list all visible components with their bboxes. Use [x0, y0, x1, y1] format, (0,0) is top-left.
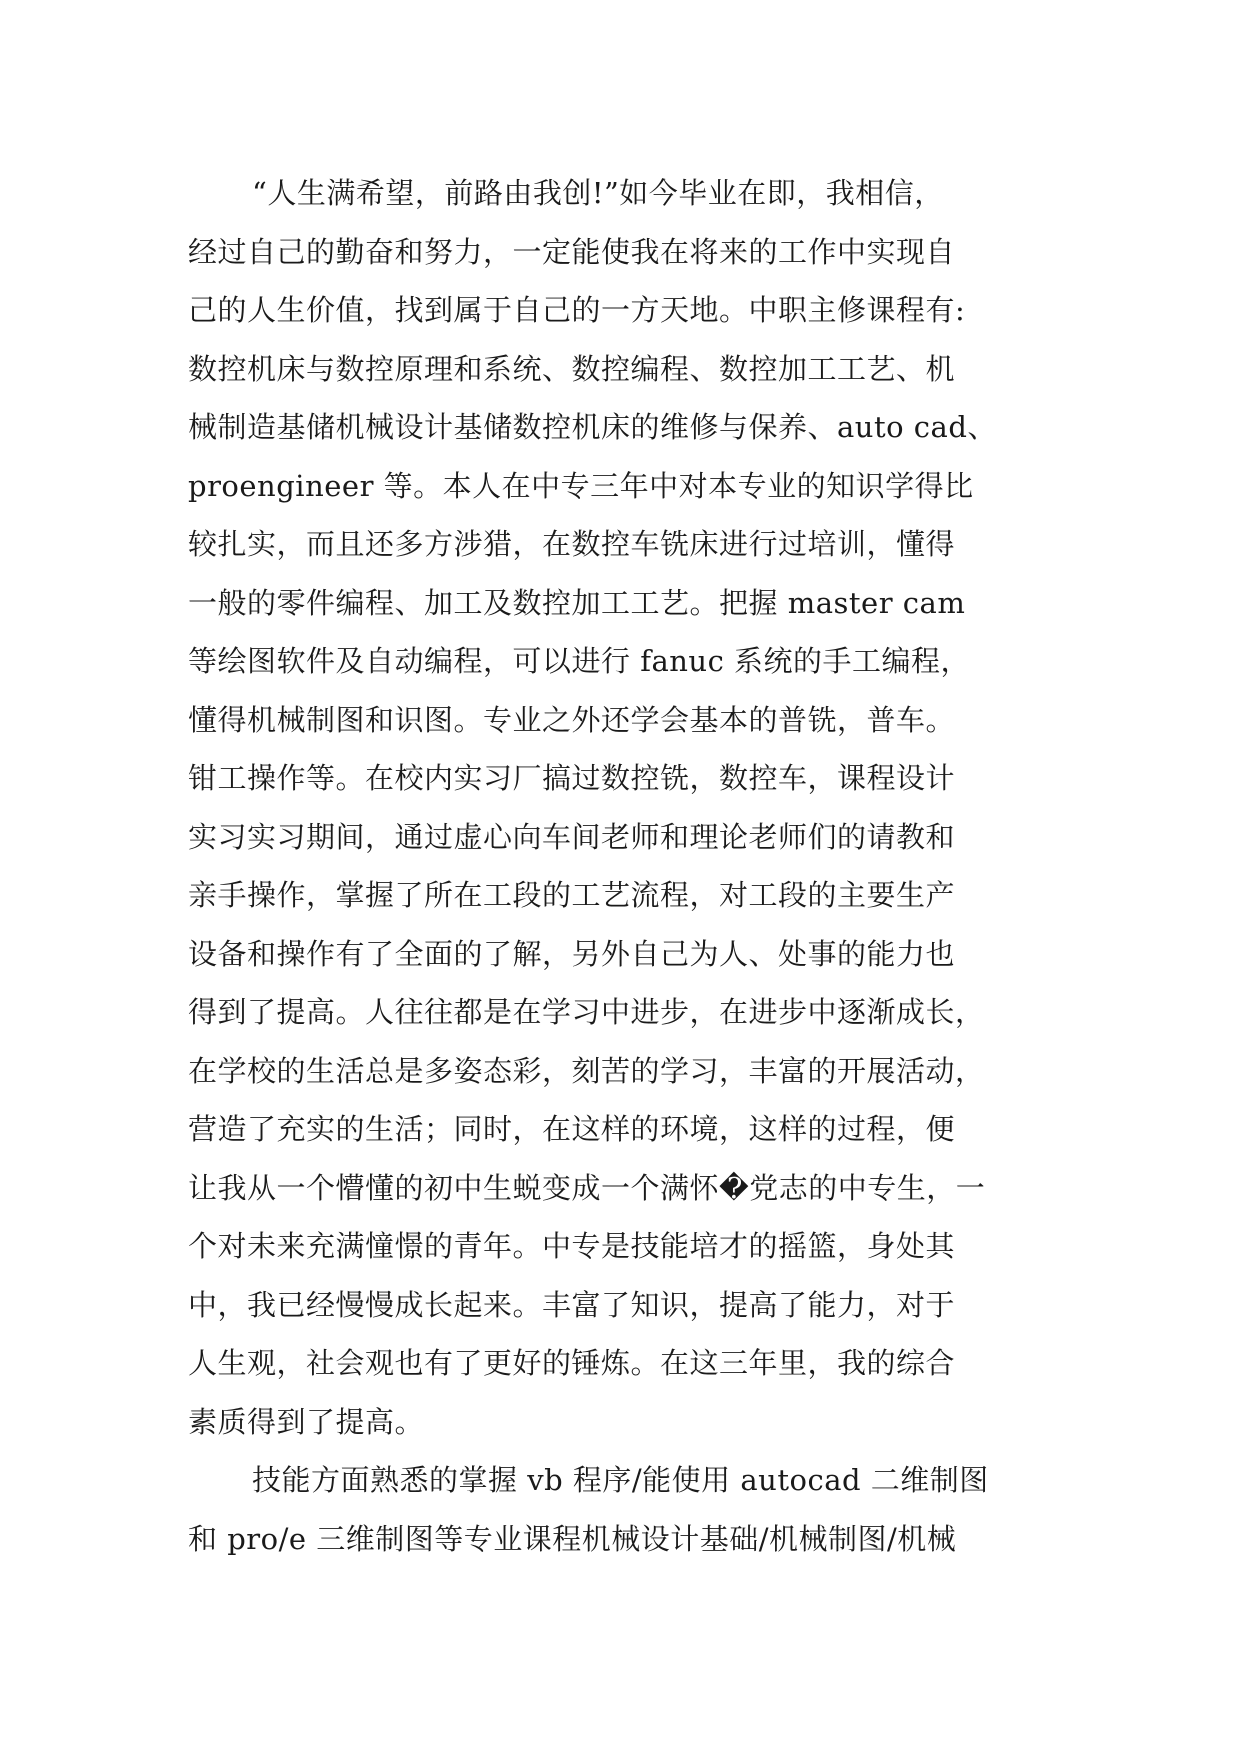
text-line: 和 pro/e 三维制图等专业课程机械设计基础/机械制图/机械 [188, 1521, 957, 1556]
text-line: 技能方面熟悉的掌握 vb 程序/能使用 autocad 二维制图 [252, 1463, 989, 1497]
text-line: 个对未来充满憧憬的青年。中专是技能培才的摇篮，身处其 [188, 1229, 956, 1263]
text-line: 设备和操作有了全面的了解，另外自己为人、处事的能力也 [188, 936, 956, 971]
text-line: 经过自己的勤奋和努力，一定能使我在将来的工作中实现自 [188, 234, 956, 269]
paragraph-1 [188, 164, 1068, 1451]
text-line: 械制造基储机械设计基储数控机床的维修与保养、auto cad、 [188, 410, 997, 444]
text-line: 亲手操作，掌握了所在工段的工艺流程，对工段的主要生产 [188, 878, 956, 912]
body-text [188, 164, 1068, 1568]
text-line: 素质得到了提高。 [188, 1404, 425, 1439]
text-line: 营造了充实的生活；同时，在这样的环境，这样的过程，便 [188, 1112, 956, 1146]
text-line: “人生满希望，前路由我创!”如今毕业在即，我相信， [252, 176, 944, 210]
text-line: 中，我已经慢慢成长起来。丰富了知识，提高了能力，对于 [188, 1287, 956, 1322]
text-line: 实习实习期间，通过虚心向车间老师和理论老师们的请教和 [188, 819, 956, 854]
text-line: 让我从一个懵懂的初中生蜕变成一个满怀�党志的中专生，一 [188, 1170, 986, 1205]
text-line: 一般的零件编程、加工及数控加工工艺。把握 master cam [188, 585, 966, 620]
text-line: 在学校的生活总是多姿态彩，刻苦的学习，丰富的开展活动， [188, 1053, 985, 1088]
text-line: 钳工操作等。在校内实习厂搞过数控铣，数控车，课程设计 [188, 761, 956, 795]
text-line: 数控机床与数控原理和系统、数控编程、数控加工工艺、机 [188, 351, 956, 386]
text-line: 得到了提高。人往往都是在学习中进步，在进步中逐渐成长， [188, 995, 985, 1029]
text-line: 较扎实，而且还多方涉猎，在数控车铣床进行过培训，懂得 [188, 527, 956, 561]
text-line: 己的人生价值，找到属于自己的一方天地。中职主修课程有: [188, 293, 966, 327]
text-line: 等绘图软件及自动编程，可以进行 fanuc 系统的手工编程， [188, 644, 971, 678]
text-line: 懂得机械制图和识图。专业之外还学会基本的普铣，普车。 [188, 702, 956, 737]
text-line: 人生观，社会观也有了更好的锤炼。在这三年里，我的综合 [188, 1346, 956, 1380]
text-line: proengineer 等。本人在中专三年中对本专业的知识学得比 [188, 468, 974, 503]
paragraph-2 [188, 1451, 1068, 1568]
